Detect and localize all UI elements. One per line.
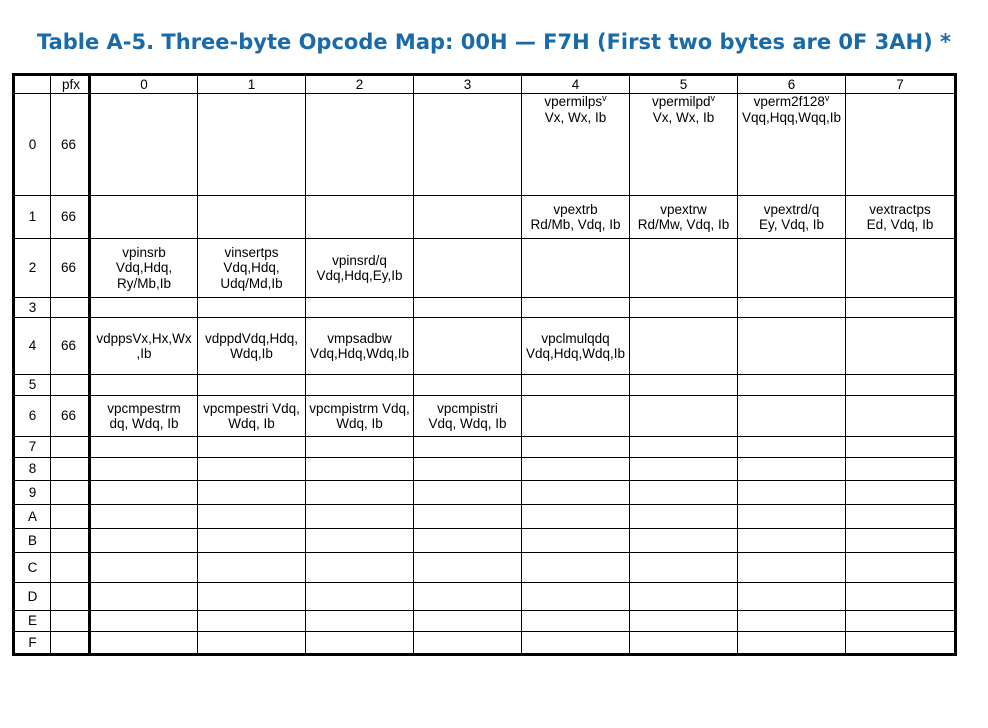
row-label: 8: [14, 458, 51, 481]
opcode-cell: [414, 611, 522, 632]
opcode-cell: [846, 583, 956, 611]
opcode-cell: [90, 318, 198, 375]
opcode-cell: [630, 196, 738, 239]
opcode-cell: [414, 529, 522, 553]
opcode-cell: [630, 481, 738, 505]
opcode-cell: [630, 611, 738, 632]
opcode-mnemonic: vperm2f128: [753, 94, 825, 109]
opcode-cell: [630, 318, 738, 375]
opcode-mnemonic: vpextrd/q: [763, 201, 820, 217]
table-row: [14, 505, 956, 529]
row-label: 5: [14, 375, 51, 396]
opcode-cell: [90, 437, 198, 458]
opcode-cell: [414, 318, 522, 375]
opcode-cell: [306, 632, 414, 655]
opcode-cell: [738, 583, 846, 611]
prefix-cell: [51, 529, 90, 553]
opcode-cell: [522, 94, 630, 196]
page-title: Table A-5. Three-byte Opcode Map: 00H — F7H (First two bytes are 0F 3AH) *: [36, 30, 952, 54]
opcode-cell: [738, 611, 846, 632]
opcode-cell: [198, 239, 306, 298]
opcode-mnemonic: vextractps: [869, 201, 931, 217]
opcode-cell: [846, 396, 956, 437]
superscript-marker: v: [710, 93, 716, 103]
opcode-cell: [738, 458, 846, 481]
opcode-mnemonic: vpcmpestrm dq, Wdq, Ib: [107, 400, 181, 431]
opcode-cell: [414, 632, 522, 655]
opcode-cell: [522, 458, 630, 481]
pfx-header: pfx: [51, 75, 90, 94]
opcode-cell: [306, 196, 414, 239]
opcode-cell: [414, 375, 522, 396]
superscript-marker: v: [824, 93, 830, 103]
opcode-cell: [846, 437, 956, 458]
opcode-cell: [414, 481, 522, 505]
corner-cell: [14, 75, 51, 94]
opcode-cell: [198, 505, 306, 529]
opcode-mnemonic: vpextrb: [553, 201, 598, 217]
table-row: [14, 632, 956, 655]
column-header: 7: [846, 75, 956, 94]
opcode-cell: [198, 375, 306, 396]
opcode-cell: [738, 318, 846, 375]
opcode-cell: [630, 529, 738, 553]
opcode-cell: [306, 529, 414, 553]
opcode-operands: Rd/Mb, Vdq, Ib: [530, 217, 621, 232]
opcode-mnemonic: vpcmpistri Vdq, Wdq, Ib: [428, 400, 507, 431]
prefix-cell: [51, 632, 90, 655]
table-row: [14, 437, 956, 458]
prefix-cell: 66: [51, 396, 90, 437]
opcode-cell: [90, 458, 198, 481]
opcode-cell: [198, 632, 306, 655]
opcode-cell: [846, 458, 956, 481]
opcode-cell: [522, 396, 630, 437]
opcode-cell: [522, 611, 630, 632]
table-row: [14, 298, 956, 318]
opcode-operands: Ey, Vdq, Ib: [758, 217, 825, 232]
opcode-cell: [90, 94, 198, 196]
column-header: 4: [522, 75, 630, 94]
opcode-cell: [522, 375, 630, 396]
row-label: 0: [14, 94, 51, 196]
opcode-cell: [522, 196, 630, 239]
prefix-cell: [51, 375, 90, 396]
opcode-cell: [198, 396, 306, 437]
table-row: [14, 458, 956, 481]
opcode-cell: [846, 632, 956, 655]
opcode-cell: [306, 94, 414, 196]
table-row: [14, 553, 956, 583]
opcode-cell: [90, 611, 198, 632]
opcode-mnemonic: vpermilpd: [651, 94, 711, 109]
row-label: 3: [14, 298, 51, 318]
opcode-cell: [198, 318, 306, 375]
opcode-cell: [738, 239, 846, 298]
row-label: 2: [14, 239, 51, 298]
opcode-mnemonic: vmpsadbw Vdq,Hdq,Wdq,Ib: [309, 330, 410, 361]
prefix-cell: [51, 298, 90, 318]
opcode-operands: Rd/Mw, Vdq, Ib: [637, 217, 730, 232]
opcode-cell: [846, 481, 956, 505]
opcode-cell: [90, 632, 198, 655]
table-row: [14, 196, 956, 239]
opcode-cell: [630, 632, 738, 655]
opcode-cell: [90, 196, 198, 239]
opcode-cell: [630, 298, 738, 318]
opcode-cell: [90, 583, 198, 611]
table-row: [14, 94, 956, 196]
opcode-cell: [846, 375, 956, 396]
opcode-cell: [306, 481, 414, 505]
opcode-mnemonic: vdppdVdq,Hdq, Wdq,Ib: [204, 330, 299, 361]
prefix-cell: [51, 583, 90, 611]
opcode-cell: [414, 396, 522, 437]
opcode-cell: [90, 239, 198, 298]
column-header: 6: [738, 75, 846, 94]
opcode-cell: [306, 375, 414, 396]
row-label: A: [14, 505, 51, 529]
opcode-cell: [198, 481, 306, 505]
row-label: F: [14, 632, 51, 655]
opcode-cell: [414, 583, 522, 611]
row-label: D: [14, 583, 51, 611]
table-row: [14, 611, 956, 632]
opcode-cell: [738, 437, 846, 458]
opcode-cell: [738, 505, 846, 529]
opcode-mnemonic: vpextrw: [660, 201, 707, 217]
superscript-marker: v: [602, 93, 607, 103]
opcode-cell: [738, 396, 846, 437]
opcode-cell: [630, 94, 738, 196]
opcode-cell: [306, 239, 414, 298]
prefix-cell: 66: [51, 196, 90, 239]
opcode-cell: [198, 298, 306, 318]
opcode-cell: [198, 437, 306, 458]
row-label: C: [14, 553, 51, 583]
opcode-cell: [846, 196, 956, 239]
opcode-cell: [522, 632, 630, 655]
opcode-cell: [738, 298, 846, 318]
opcode-cell: [630, 375, 738, 396]
opcode-cell: [414, 458, 522, 481]
table-row: [14, 318, 956, 375]
opcode-map-table: [12, 73, 957, 656]
opcode-mnemonic: vpermilps: [544, 94, 603, 109]
table-row: [14, 375, 956, 396]
opcode-cell: [738, 196, 846, 239]
opcode-mnemonic: vpinsrd/q Vdq,Hdq,Ey,Ib: [316, 252, 403, 283]
opcode-mnemonic: vpcmpistrm Vdq, Wdq, Ib: [309, 400, 410, 431]
prefix-cell: [51, 505, 90, 529]
header-row: [14, 75, 956, 94]
prefix-cell: 66: [51, 239, 90, 298]
opcode-operands: Vqq,Hqq,Wqq,Ib: [741, 109, 842, 125]
opcode-cell: [90, 529, 198, 553]
opcode-cell: [630, 505, 738, 529]
opcode-cell: [630, 583, 738, 611]
prefix-cell: [51, 437, 90, 458]
opcode-cell: [306, 298, 414, 318]
table-row: [14, 583, 956, 611]
opcode-cell: [414, 298, 522, 318]
opcode-cell: [846, 298, 956, 318]
opcode-cell: [846, 553, 956, 583]
opcode-cell: [198, 94, 306, 196]
opcode-cell: [90, 505, 198, 529]
table-row: [14, 529, 956, 553]
opcode-cell: [522, 553, 630, 583]
opcode-cell: [846, 94, 956, 196]
opcode-cell: [846, 318, 956, 375]
opcode-cell: [522, 583, 630, 611]
column-header: 3: [414, 75, 522, 94]
opcode-cell: [414, 505, 522, 529]
opcode-cell: [198, 196, 306, 239]
opcode-cell: [198, 583, 306, 611]
column-header: 0: [90, 75, 198, 94]
prefix-cell: 66: [51, 94, 90, 196]
opcode-cell: [306, 396, 414, 437]
opcode-operands: Vx, Wx, Ib: [652, 109, 715, 125]
opcode-cell: [306, 553, 414, 583]
opcode-cell: [306, 611, 414, 632]
table-row: [14, 396, 956, 437]
row-label: 4: [14, 318, 51, 375]
opcode-cell: [198, 553, 306, 583]
opcode-cell: [846, 505, 956, 529]
opcode-cell: [630, 239, 738, 298]
opcode-cell: [90, 375, 198, 396]
opcode-cell: [90, 553, 198, 583]
opcode-mnemonic: vdppsVx,Hx,Wx ,Ib: [96, 330, 192, 361]
opcode-cell: [306, 437, 414, 458]
opcode-cell: [306, 583, 414, 611]
opcode-cell: [738, 553, 846, 583]
opcode-cell: [738, 94, 846, 196]
row-label: B: [14, 529, 51, 553]
prefix-cell: [51, 611, 90, 632]
opcode-operands: Vx, Wx, Ib: [544, 109, 607, 125]
row-label: 6: [14, 396, 51, 437]
opcode-cell: [414, 196, 522, 239]
opcode-cell: [738, 375, 846, 396]
prefix-cell: 66: [51, 318, 90, 375]
column-header: 1: [198, 75, 306, 94]
row-label: 1: [14, 196, 51, 239]
opcode-mnemonic: vpcmpestri Vdq, Wdq, Ib: [203, 400, 300, 431]
prefix-cell: [51, 458, 90, 481]
opcode-cell: [198, 611, 306, 632]
row-label: 9: [14, 481, 51, 505]
opcode-cell: [846, 239, 956, 298]
opcode-cell: [630, 553, 738, 583]
opcode-cell: [90, 396, 198, 437]
column-header: 5: [630, 75, 738, 94]
opcode-mnemonic: vpclmulqdq Vdq,Hdq,Wdq,Ib: [525, 330, 626, 361]
opcode-mnemonic: vpinsrb Vdq,Hdq, Ry/Mb,Ib: [115, 244, 173, 291]
prefix-cell: [51, 553, 90, 583]
opcode-cell: [198, 458, 306, 481]
opcode-cell: [306, 318, 414, 375]
opcode-cell: [522, 481, 630, 505]
opcode-cell: [738, 481, 846, 505]
opcode-cell: [630, 458, 738, 481]
opcode-cell: [522, 437, 630, 458]
opcode-cell: [630, 437, 738, 458]
opcode-cell: [846, 529, 956, 553]
table-row: [14, 239, 956, 298]
column-header: 2: [306, 75, 414, 94]
opcode-cell: [198, 529, 306, 553]
table-row: [14, 481, 956, 505]
opcode-cell: [846, 611, 956, 632]
row-label: 7: [14, 437, 51, 458]
opcode-cell: [738, 632, 846, 655]
opcode-cell: [522, 529, 630, 553]
opcode-cell: [306, 458, 414, 481]
opcode-cell: [414, 437, 522, 458]
opcode-cell: [414, 553, 522, 583]
opcode-mnemonic: vinsertps Vdq,Hdq, Udq/Md,Ib: [220, 244, 283, 291]
opcode-cell: [90, 298, 198, 318]
opcode-cell: [630, 396, 738, 437]
opcode-cell: [306, 505, 414, 529]
opcode-cell: [522, 318, 630, 375]
prefix-cell: [51, 481, 90, 505]
opcode-cell: [414, 239, 522, 298]
opcode-operands: Ed, Vdq, Ib: [866, 217, 934, 232]
opcode-cell: [522, 239, 630, 298]
opcode-cell: [414, 94, 522, 196]
opcode-cell: [522, 505, 630, 529]
opcode-cell: [522, 298, 630, 318]
opcode-cell: [738, 529, 846, 553]
row-label: E: [14, 611, 51, 632]
opcode-cell: [90, 481, 198, 505]
